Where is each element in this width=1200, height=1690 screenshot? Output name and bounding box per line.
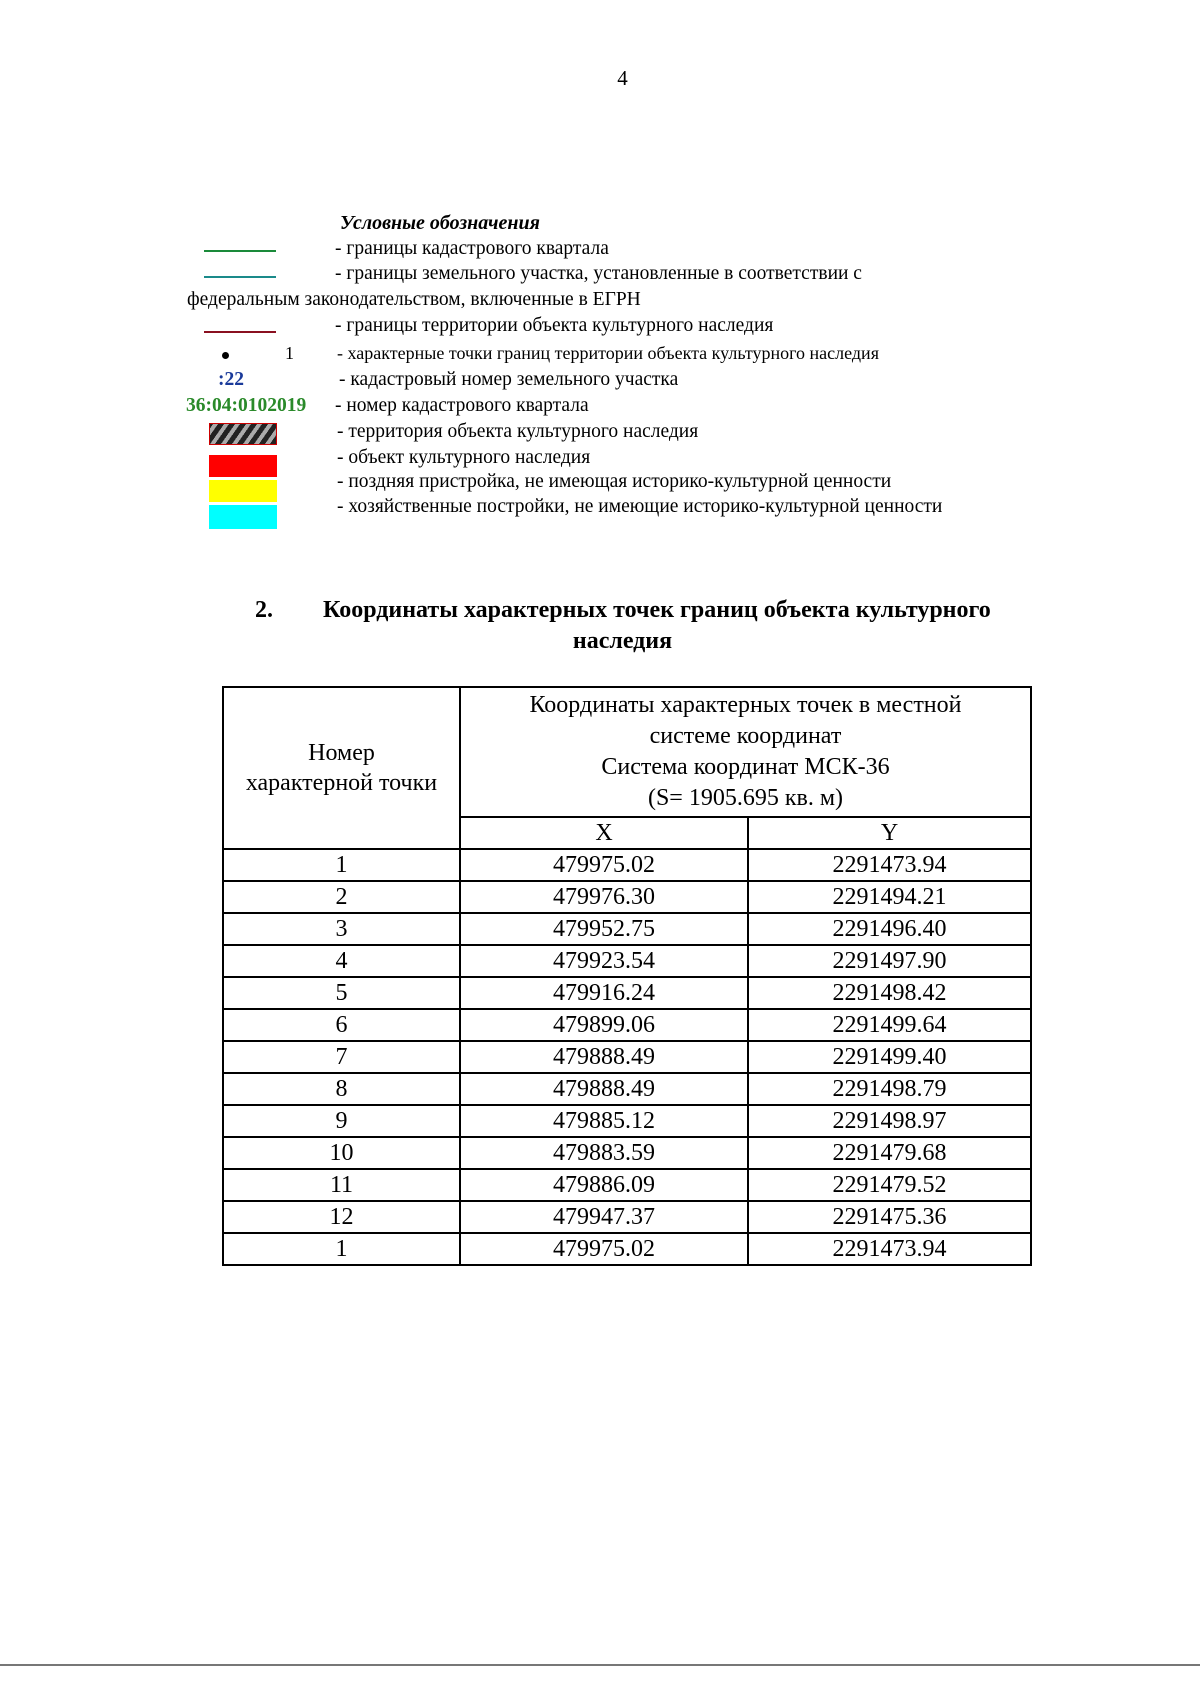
section-number: 2. bbox=[255, 597, 273, 623]
y-cell: 2291497.90 bbox=[748, 945, 1031, 977]
point-number-cell: 3 bbox=[223, 913, 460, 945]
point-number-cell: 8 bbox=[223, 1073, 460, 1105]
legend-text: - хозяйственные постройки, не имеющие историко-культурной ценности bbox=[337, 496, 943, 517]
x-cell: 479952.75 bbox=[460, 913, 748, 945]
red-swatch-icon bbox=[209, 455, 277, 477]
header-line: (S= 1905.695 кв. м) bbox=[647, 785, 844, 811]
y-cell: 2291498.42 bbox=[748, 977, 1031, 1009]
point-number-cell: 12 bbox=[223, 1201, 460, 1233]
table-row bbox=[223, 1009, 1031, 1041]
table-row bbox=[223, 881, 1031, 913]
legend-title: Условные обозначения bbox=[340, 212, 540, 234]
land-plot-line-symbol bbox=[204, 276, 276, 278]
col-header-y: Y bbox=[748, 817, 1031, 849]
table-row bbox=[223, 1137, 1031, 1169]
x-cell: 479923.54 bbox=[460, 945, 748, 977]
legend-text: - характерные точки границ территории объекта культурного наследия bbox=[337, 343, 879, 363]
x-cell: 479975.02 bbox=[460, 849, 748, 881]
point-number-cell: 5 bbox=[223, 977, 460, 1009]
y-cell: 2291479.68 bbox=[748, 1137, 1031, 1169]
y-cell: 2291475.36 bbox=[748, 1201, 1031, 1233]
point-label: 1 bbox=[285, 343, 294, 363]
section-title: Координаты характерных точек границ объекта культурного bbox=[323, 597, 991, 623]
legend-text: - поздняя пристройка, не имеющая историко-культурной ценности bbox=[337, 471, 892, 492]
table-row bbox=[223, 1169, 1031, 1201]
point-icon bbox=[222, 352, 229, 359]
y-cell: 2291496.40 bbox=[748, 913, 1031, 945]
x-cell: 479888.49 bbox=[460, 1073, 748, 1105]
point-number-cell: 9 bbox=[223, 1105, 460, 1137]
y-cell: 2291499.64 bbox=[748, 1009, 1031, 1041]
col-header-x: X bbox=[460, 817, 748, 849]
cadastral-number-sample: :22 bbox=[218, 369, 244, 390]
x-cell: 479976.30 bbox=[460, 881, 748, 913]
table-row bbox=[223, 1201, 1031, 1233]
page-number: 4 bbox=[617, 66, 628, 90]
y-cell: 2291479.52 bbox=[748, 1169, 1031, 1201]
table-row bbox=[223, 977, 1031, 1009]
x-cell: 479888.49 bbox=[460, 1041, 748, 1073]
legend-text: - номер кадастрового квартала bbox=[335, 395, 589, 416]
table-row bbox=[223, 849, 1031, 881]
point-number-cell: 6 bbox=[223, 1009, 460, 1041]
x-cell: 479899.06 bbox=[460, 1009, 748, 1041]
x-cell: 479885.12 bbox=[460, 1105, 748, 1137]
header-line: характерной точки bbox=[245, 770, 438, 796]
point-number-cell: 7 bbox=[223, 1041, 460, 1073]
legend-text: - объект культурного наследия bbox=[337, 447, 591, 468]
legend-text: - границы земельного участка, установленные в соответствии с bbox=[335, 263, 862, 284]
point-number-cell: 10 bbox=[223, 1137, 460, 1169]
quarter-number-sample: 36:04:0102019 bbox=[186, 395, 307, 416]
point-number-cell: 1 bbox=[223, 849, 460, 881]
header-line: Система координат МСК-36 bbox=[601, 754, 890, 780]
x-cell: 479916.24 bbox=[460, 977, 748, 1009]
x-cell: 479883.59 bbox=[460, 1137, 748, 1169]
y-cell: 2291498.97 bbox=[748, 1105, 1031, 1137]
table-row bbox=[223, 1073, 1031, 1105]
legend-text: - границы территории объекта культурного наследия bbox=[335, 315, 774, 336]
header-line: Номер bbox=[308, 740, 375, 766]
point-number-cell: 1 bbox=[223, 1233, 460, 1265]
section-title-cont: наследия bbox=[572, 628, 673, 654]
heritage-boundary-line-symbol bbox=[204, 331, 276, 333]
x-cell: 479975.02 bbox=[460, 1233, 748, 1265]
table-row bbox=[223, 945, 1031, 977]
x-cell: 479886.09 bbox=[460, 1169, 748, 1201]
legend-text: федеральным законодательством, включенные в ЕГРН bbox=[187, 289, 641, 310]
hatched-swatch-icon bbox=[209, 423, 277, 445]
table-row bbox=[223, 1233, 1031, 1265]
y-cell: 2291498.79 bbox=[748, 1073, 1031, 1105]
yellow-swatch-icon bbox=[209, 480, 277, 502]
table-row bbox=[223, 1041, 1031, 1073]
header-line: системе координат bbox=[649, 723, 842, 749]
point-number-cell: 11 bbox=[223, 1169, 460, 1201]
col-header-point-number bbox=[223, 687, 460, 849]
cadastral-quarter-line-symbol bbox=[204, 250, 276, 252]
x-cell: 479947.37 bbox=[460, 1201, 748, 1233]
y-cell: 2291499.40 bbox=[748, 1041, 1031, 1073]
y-cell: 2291473.94 bbox=[748, 1233, 1031, 1265]
page-bottom-edge bbox=[0, 1664, 1200, 1666]
table-row bbox=[223, 913, 1031, 945]
y-cell: 2291473.94 bbox=[748, 849, 1031, 881]
header-line: Координаты характерных точек в местной bbox=[529, 692, 962, 718]
y-cell: 2291494.21 bbox=[748, 881, 1031, 913]
legend-text: - границы кадастрового квартала bbox=[335, 238, 609, 259]
legend-text: - кадастровый номер земельного участка bbox=[339, 369, 679, 390]
legend-text: - территория объекта культурного наследия bbox=[337, 421, 699, 442]
cyan-swatch-icon bbox=[209, 505, 277, 529]
coordinates-table bbox=[222, 686, 1032, 1266]
point-number-cell: 4 bbox=[223, 945, 460, 977]
table-row bbox=[223, 1105, 1031, 1137]
col-header-coordinates bbox=[460, 687, 1031, 817]
point-number-cell: 2 bbox=[223, 881, 460, 913]
